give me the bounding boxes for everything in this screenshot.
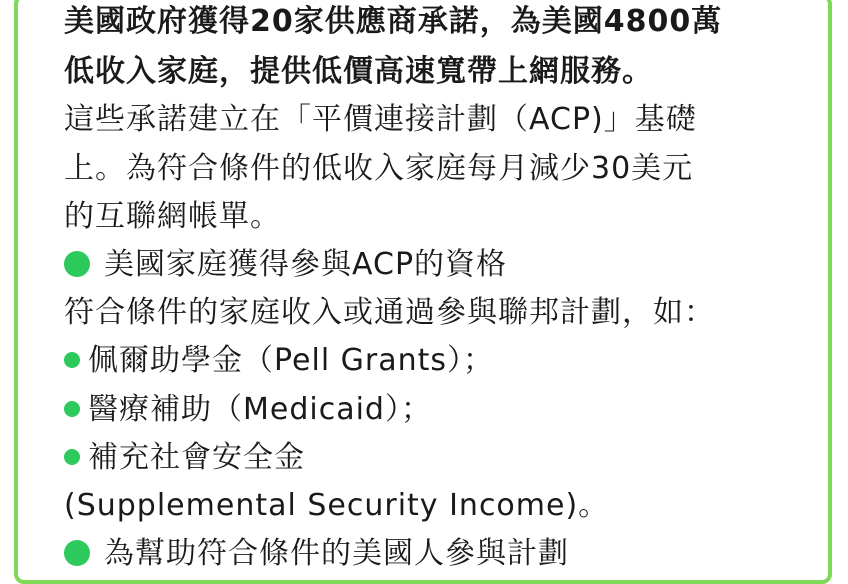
intro-body-line-1: 這些承諾建立在「平價連接計劃（ACP)」基礎 (64, 102, 697, 137)
green-dot-icon (64, 540, 90, 566)
green-dot-icon (64, 449, 80, 465)
green-dot-icon (64, 352, 80, 368)
list-item (64, 392, 432, 428)
green-dot-icon (64, 401, 80, 417)
section1-heading: 美國家庭獲得參與ACP的資格 (104, 247, 508, 282)
section2-heading: 為幫助符合條件的美國人參與計劃 (104, 536, 569, 571)
intro-bold-line-1: 美國政府獲得20家供應商承諾，為美國4800萬 (64, 4, 723, 39)
intro-body-line-3: 的互聯網帳單。 (64, 199, 281, 234)
section1-description: 符合條件的家庭收入或通過參與聯邦計劃，如： (64, 295, 715, 330)
list-item (64, 440, 305, 476)
list-item-label: 佩爾助學金（Pell Grants）； (88, 343, 495, 378)
intro-body-line-2: 上。為符合條件的低收入家庭每月減少30美元 (64, 151, 694, 186)
section2-heading-row (64, 536, 569, 572)
section1-heading-row (64, 247, 507, 283)
list-item-label: 補充社會安全金 (88, 440, 305, 475)
list-item-label: 醫療補助（Medicaid）； (88, 392, 432, 427)
green-dot-icon (64, 251, 90, 277)
list-item-continuation: (Supplemental Security Income)。 (64, 488, 610, 523)
intro-bold-line-2: 低收入家庭，提供低價高速寬帶上網服務。 (64, 54, 653, 89)
list-item (64, 343, 494, 379)
